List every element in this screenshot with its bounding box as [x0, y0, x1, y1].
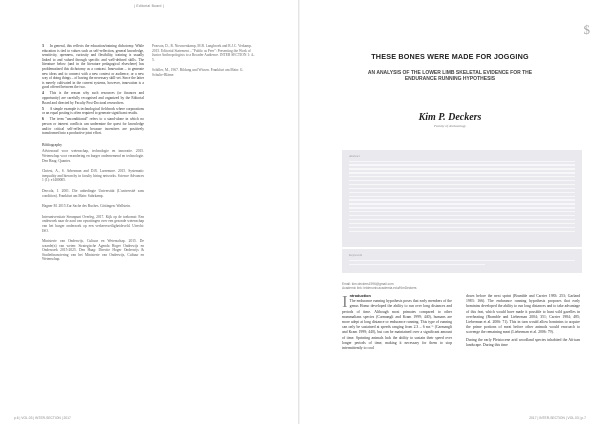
left-page	[0, 0, 299, 424]
abstract-text-line	[349, 215, 575, 216]
keywords-box	[342, 249, 582, 273]
proposition	[42, 44, 144, 90]
reference: Hagner M. 2015 Zur Sache des Buches. Göttingen: Wallstein.	[42, 204, 131, 209]
reference: Chriest, A., S. Arbesman and D.B. Larremore. 2015. Systematic inequality and hierarchy in faculty hiring networks. Science Advances 1 (1): e1400005.	[42, 169, 144, 183]
abstract-text-line	[349, 211, 575, 212]
keywords-label: Keywords	[349, 253, 363, 257]
article-title: THESE BONES WERE MADE FOR JOGGING	[371, 52, 529, 61]
email-line: Email: kim.deckers1996@gmail.com	[342, 282, 394, 286]
references-column	[152, 44, 256, 84]
body-paragraph: The endurance running hypothesis poses that early members of the genus Homo developed the ability to run over long distances and periods of time. Although most primates compared to other mammalians species (Carmangli and Kram 1999; 440), humans are more adept at long distance or endurance running. This type of running can only be sustained at speeds ranging from 2.3 – 6 ms⁻¹ (Carmangli and Kram 1999; 440), but can be maintained over a significant amount of time. Sprinting animals lack the ability to sustain their speed over longer periods of time, making it necessary for them to stop intermittently to cool	[342, 299, 452, 351]
proposition-number: 6	[42, 117, 44, 122]
reference: Ministerie van Onderwijs, Cultuur en Wetenschap. 2015. De waarde(n) van weten: Strategische Agenda Hoger Onderwijs en Onderzoek 2015-2025. Den Haag: Directie Hoger Onderwijs & Studiefinanciering van het Ministerie van Onderwijs, Cultuur en Wetenschap.	[42, 239, 144, 262]
drop-cap: I	[342, 292, 348, 311]
abstract-box	[342, 150, 582, 247]
proposition-number: 5	[42, 106, 44, 111]
abstract-text-line	[349, 203, 575, 204]
author-name: Kim P. Deckers	[418, 112, 482, 123]
abstract-text-line	[349, 164, 575, 165]
keywords-text-line	[349, 260, 575, 261]
proposition-number: 3	[42, 44, 44, 48]
abstract-text-line	[349, 184, 575, 185]
proposition-text: In general, this reflects the education/training dichotomy. While education is tied to values such as self-reflection, general knowledge, sensitivity, openness, curiosity and flexibility, training is usually linked to and valued through specific and well-defined skills. The literature below (and in the literature pedagogical elsewhere) has problematized this dichotomy as a contrast. Innovation – to generate new ideas and to connect with a new context or audience, or a new way of doing things – of having the necessary skill-set. Since the latter is merely cultivated in the current systems, however, innovation is a good offered between the two.	[42, 44, 144, 90]
abstract-label: Abstract	[349, 154, 360, 158]
proposition-number: 4	[42, 91, 44, 96]
body-column-2	[466, 294, 580, 350]
abstract-text-line	[349, 180, 575, 181]
abstract-text-line	[349, 199, 575, 200]
section-mark-icon: $	[583, 22, 590, 37]
abstract-text-line	[349, 207, 575, 208]
body-paragraph: down before the next sprint (Bramble and Carrier 1983: 253; Garland 1983: 166). The endurance running hypothesis proposes that early hominins developed the ability to run long distances and to take advantage of this feat, which would have made it possible to hunt wild gazelles in overheating (Bramble and Lieberman 2004; 351; Carrier 1984; 485; Lieberman et al. 2006: 71). This in turn would allow hominins to acquire the prime portions of meat before other animals would encroach to scavenge the remaining meat (Lieberman et al. 2006: 79).	[466, 294, 580, 335]
right-page	[300, 0, 600, 424]
abstract-text-line	[349, 192, 575, 193]
abstract-text-line	[349, 188, 575, 189]
body-paragraph: During the early Pleistocene arid woodland species inhabited the African landscape. During this time	[466, 337, 580, 347]
abstract-text-line	[349, 231, 575, 232]
abstract-text-line	[349, 161, 575, 162]
abstract-text-line	[349, 223, 575, 224]
contact-info	[342, 282, 417, 291]
proposition	[42, 91, 144, 105]
proposition	[42, 107, 144, 116]
body-column-1	[342, 294, 452, 353]
reference: Interuniversitair Steunpunt Overleg, 2017. Kijk op de toekomst: Een onderzoek naar de aard van opvattingen over een gezonde wetenschap van het burger onderzoek op een verkeersveiligheidsveld. Utrecht: ISO.	[42, 214, 144, 233]
abstract-text-line	[349, 172, 575, 173]
article-subtitle: AN ANALYSIS OF THE LOWER LIMB SKELETAL EVIDENCE FOR THE ENDURANCE RUNNING HYPOTHESIS	[367, 70, 533, 83]
bibliography-title: Bibliography	[42, 142, 63, 147]
abstract-text-line	[349, 168, 575, 169]
reference: Adviesraad voor wetenschap, technologie en innovatie. 2015. Wetenschap voor verandering en burger ondernemend en technologie. Den Haag: Quantes.	[42, 149, 144, 163]
abstract-text-line	[349, 227, 575, 228]
reference: Dercola, J. 2001. Die unbedingte Universität (L'université sans condition). Frankfurt am Main: Suhrkamp.	[42, 188, 144, 198]
abstract-text-line	[349, 176, 575, 177]
section-heading: ntroduction	[349, 294, 371, 298]
keywords-text-line	[349, 264, 485, 265]
proposition-text: The term "unconditional" refers to a stand-alone in which no person or interest conflicts can undermine the quest for knowledge and/or critical self-reflection because incentives are positively transformed into a productive joint effort.	[42, 117, 144, 136]
proposition	[42, 117, 144, 135]
academic-link[interactable]: Academic link: leidenuniv.academia.edu/KimDeckers	[342, 286, 417, 291]
page-footer: 2017 | INTER-SECTION | VOL.03 | p.7	[529, 416, 586, 420]
reference: Schiller, M., 1967. Bildung und Wissen. Frankfurt am Main: G. Schulte-Bläme.	[152, 68, 244, 77]
running-head: | Editorial Board |	[134, 4, 164, 8]
author-affiliation: Faculty of Archaeology	[434, 124, 466, 128]
abstract-text-line	[349, 219, 575, 220]
proposition-text: A simple example is technological fieldwork where corporations or an equal posting is often required to generate significant results.	[42, 106, 144, 116]
propositions-column	[42, 44, 144, 268]
page-footer: p.6 | VOL.03 | INTER-SECTION | 2017	[14, 416, 71, 420]
reference: Pearson, D., R. Nieuwenkamp, M.B. Langbroek and R.J.C. Verkamp. 2015. Editorial Statement – "Public as Peer": Presenting the Work of Junior Anthropologists to a Broader Audience. INTER SECTION 1: 4–5.	[152, 44, 255, 62]
abstract-text-line	[349, 196, 575, 197]
proposition-text: This is the reason why such resources (or finances and opportunity) are carefully recognised and organized by the Editorial Board and directed by Faculty Post-Doctoral researchers.	[42, 91, 144, 105]
